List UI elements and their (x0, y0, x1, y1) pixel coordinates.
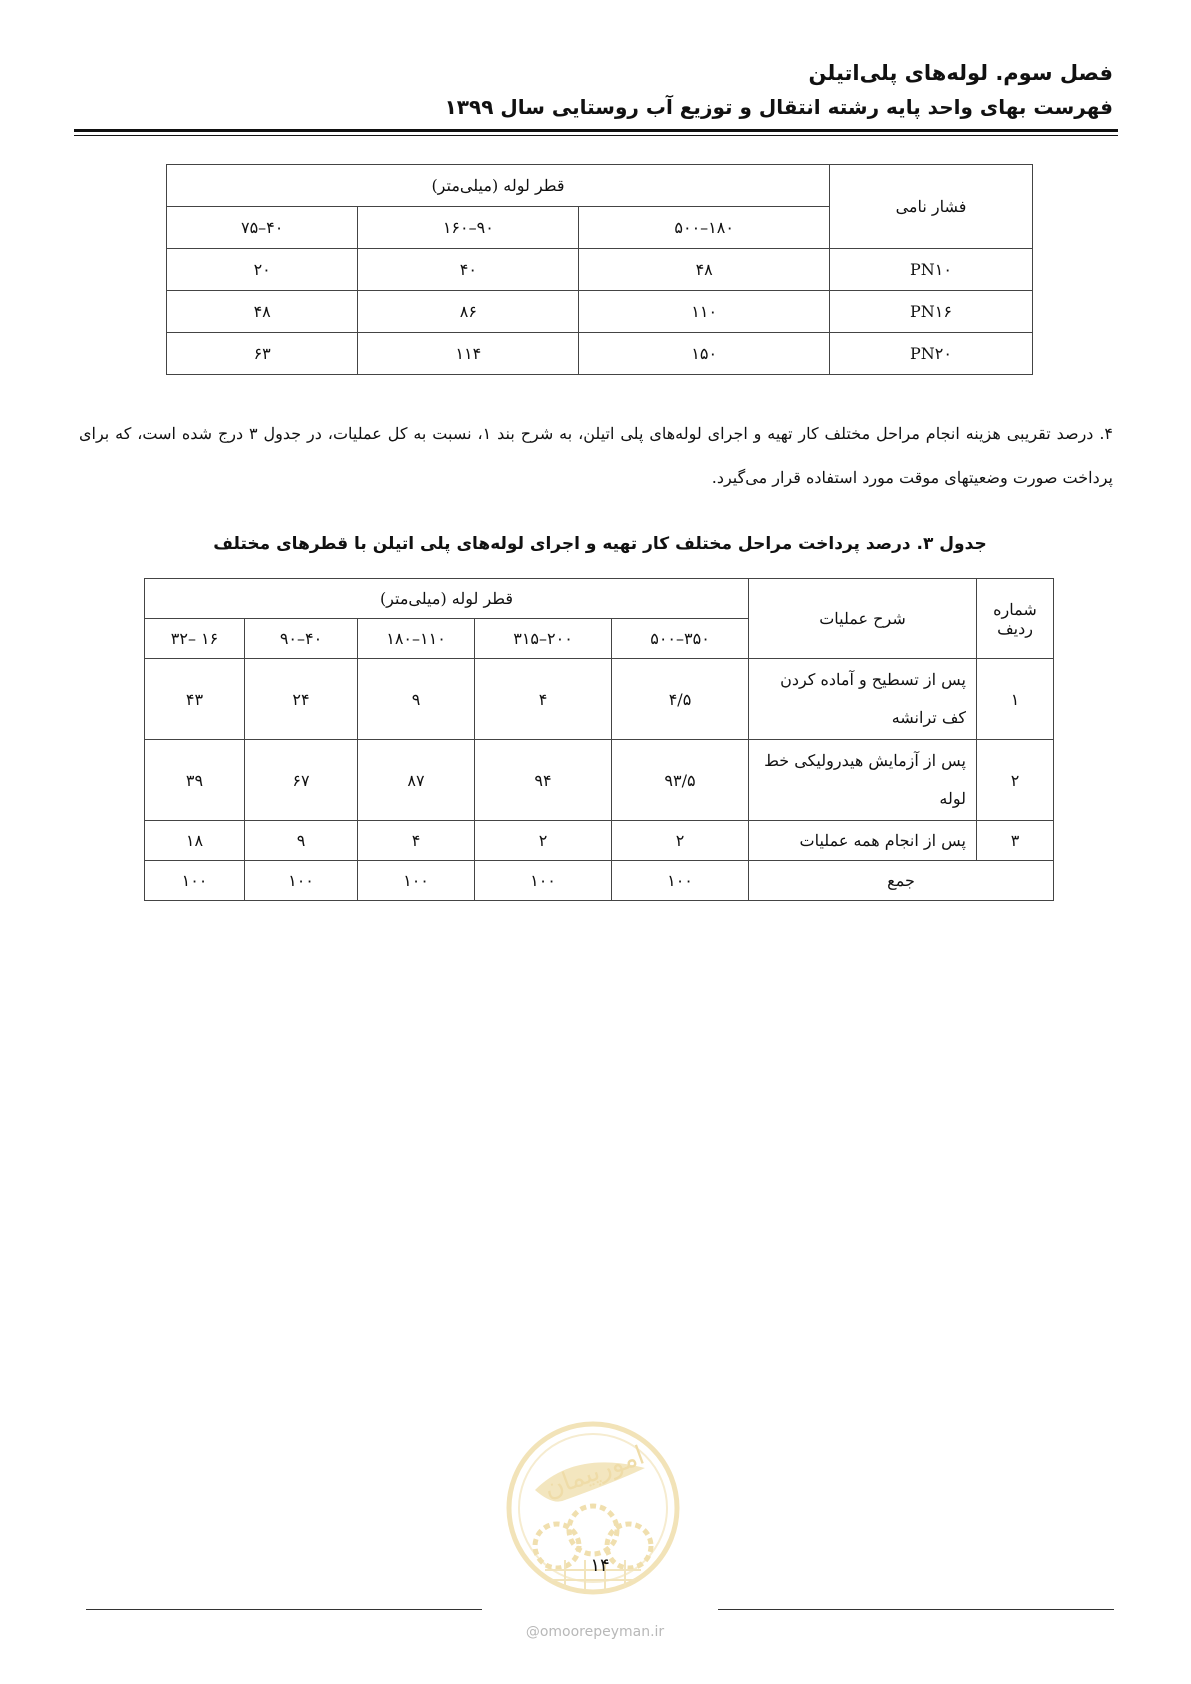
footer-rule-left (86, 1609, 482, 1610)
table-cell: ۴۳ (145, 659, 245, 740)
table-cell: ۱۱۴ (358, 333, 579, 375)
table-cell: ۴ (358, 821, 475, 861)
table-cell: ۱۰۰ (358, 861, 475, 901)
row-number: ۲ (977, 740, 1054, 821)
table-row (145, 821, 1054, 861)
pressure-diameter-table (166, 164, 1033, 375)
description-header: شرح عملیات (749, 579, 977, 659)
table-cell: ۴/۵ (612, 659, 749, 740)
table-cell: ۱۰۰ (475, 861, 612, 901)
row-label: PN۲۰ (830, 333, 1033, 375)
table-cell: ۴ (475, 659, 612, 740)
row-description: پس از آزمایش هیدرولیکی خط لوله (749, 740, 977, 821)
row-description: پس از تسطیح و آماده کردن کف ترانشه (749, 659, 977, 740)
range-header: ۱۸۰–۵۰۰ (579, 207, 830, 249)
range-header: ۴۰–۹۰ (245, 619, 358, 659)
website-watermark: @omoorepeyman.ir (525, 1624, 665, 1640)
table-cell: ۱۵۰ (579, 333, 830, 375)
table-cell: ۳۹ (145, 740, 245, 821)
page-header (73, 58, 1113, 122)
table-cell: ۸۶ (358, 291, 579, 333)
header-rule-thin (74, 135, 1118, 136)
payment-percentage-table (144, 578, 1054, 901)
page-number: ۱۴ (590, 1555, 610, 1576)
table-row (145, 659, 1054, 740)
range-header: ۹۰–۱۶۰ (358, 207, 579, 249)
table-row (145, 740, 1054, 821)
table-cell: ۲ (475, 821, 612, 861)
table-cell: ۱۸ (145, 821, 245, 861)
header-rule-thick (74, 129, 1118, 132)
total-label: جمع (749, 861, 1054, 901)
table-row (167, 249, 1033, 291)
row-number: ۳ (977, 821, 1054, 861)
table-cell: ۶۷ (245, 740, 358, 821)
range-header: ۲۰۰–۳۱۵ (475, 619, 612, 659)
table-cell: ۴۰ (358, 249, 579, 291)
table-cell: ۲۰ (167, 249, 358, 291)
diameter-header: قطر لوله (میلی‌متر) (145, 579, 749, 619)
chapter-title: فصل سوم. لوله‌های پلی‌اتیلن (808, 61, 1113, 85)
total-row (145, 861, 1054, 901)
range-header: ۳۵۰–۵۰۰ (612, 619, 749, 659)
table-caption: جدول ۳. درصد پرداخت مراحل مختلف کار تهیه و اجرای لوله‌های پلی اتیلن با قطرهای مختلف (213, 534, 987, 554)
row-label: PN۱۰ (830, 249, 1033, 291)
table-cell: ۹۳/۵ (612, 740, 749, 821)
table-cell: ۲۴ (245, 659, 358, 740)
table-cell: ۱۰۰ (145, 861, 245, 901)
table-row (167, 333, 1033, 375)
table-cell: ۹ (245, 821, 358, 861)
table-cell: ۴۸ (167, 291, 358, 333)
table-cell: ۹ (358, 659, 475, 740)
body-paragraph: ۴. درصد تقریبی هزینه انجام مراحل مختلف کار تهیه و اجرای لوله‌های پلی اتیلن، به شرح بند ۱، نسبت به کل عملیات، در جدول ۳ درج شده است، که برای پرداخت صورت وضعیتهای موقت مورد استفاده قرار می‌گیرد. (79, 424, 1114, 487)
table-cell: ۲ (612, 821, 749, 861)
row-description: پس از انجام همه عملیات (749, 821, 977, 861)
table-cell: ۱۰۰ (612, 861, 749, 901)
pressure-header: فشار نامی (830, 165, 1033, 249)
row-number: ۱ (977, 659, 1054, 740)
range-header: ۱۱۰–۱۸۰ (358, 619, 475, 659)
table-cell: ۹۴ (475, 740, 612, 821)
logo-text: امورپیمان (540, 1440, 649, 1505)
table-cell: ۸۷ (358, 740, 475, 821)
range-header: ۴۰–۷۵ (167, 207, 358, 249)
diameter-header: قطر لوله (میلی‌متر) (167, 165, 830, 207)
table-row (167, 291, 1033, 333)
table-cell: ۱۰۰ (245, 861, 358, 901)
catalog-title: فهرست بهای واحد پایه رشته انتقال و توزیع آب روستایی سال ۱۳۹۹ (444, 95, 1113, 119)
range-header: ۱۶ –۳۲ (145, 619, 245, 659)
row-label: PN۱۶ (830, 291, 1033, 333)
footer-rule-right (718, 1609, 1114, 1610)
table-cell: ۶۳ (167, 333, 358, 375)
row-number-header: شماره ردیف (977, 579, 1054, 659)
table-cell: ۱۱۰ (579, 291, 830, 333)
table-cell: ۴۸ (579, 249, 830, 291)
